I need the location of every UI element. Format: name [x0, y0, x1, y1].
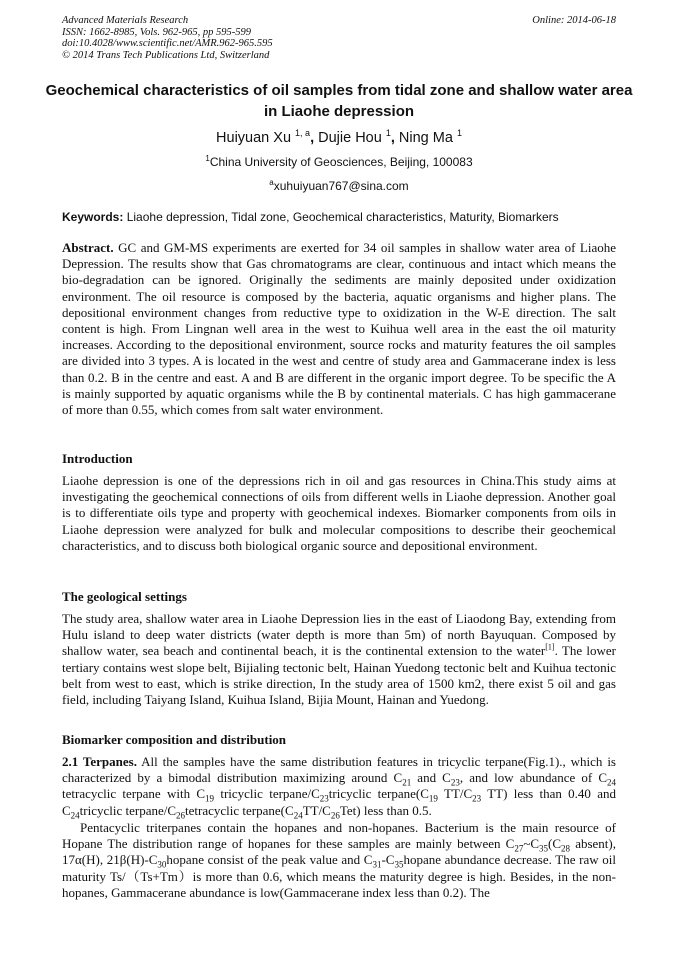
journal-name: Advanced Materials Research	[62, 15, 189, 26]
keywords-text: Liaohe depression, Tidal zone, Geochemical characteristics, Maturity, Biomarkers	[126, 210, 559, 224]
text-run: -C	[381, 852, 395, 868]
email-text: xuhuiyuan767@sina.com	[273, 179, 409, 193]
subscript: 35	[539, 843, 549, 854]
affiliation-mark: 1	[205, 154, 210, 163]
author-list: Huiyuan Xu $^{1, a}$, Dujie Hou $^1$, Ning Ma $^1$	[216, 128, 462, 146]
text-run: TT/C	[437, 786, 473, 802]
text-run: absent), 17α(H), 21β(H)-C	[62, 836, 617, 868]
author-name: Ning Ma	[398, 129, 453, 146]
text-run: tricyclic terpane/C	[214, 786, 320, 802]
pentacyclic-text	[62, 820, 616, 900]
subscript: 24	[70, 810, 80, 821]
abstract-text: GC and GM-MS experiments are exerted for 34 oil samples in shallow water area of Liaohe Depression. The results show that Gas chromatograms are clear, continuous and intact which means the bio-degradation can be ignored. Originally the sediments are mainly deposited under oxidization environment. The oil resource is composed by the bacteria, aquatic organisms and higher plans. The depositional environment changes from reductive type to oxidization in the W-E direction. The salt content is high. From Lingnan well area in the west to Kuihua well area in the east the oil maturity increases. According to the depositional environment, source rocks and maturity features the oil samples are divided into 3 types. A is located in the west and centre of study area and Gammacerane index is less than 0.2. B in the centre and east. A and B are different in the organic import degree. To be specific the A is mainly supported by aquatic organisms while the B by continental materials. C has high gammacerane of more than 0.55, which comes from salt water environment.	[62, 240, 617, 418]
terpanes-paragraph	[62, 754, 616, 819]
text-run: tricyclic terpane(C	[328, 786, 429, 802]
author-affiliation-mark: 1	[456, 128, 462, 138]
text-run: TT) less than 0.40 and C	[62, 786, 616, 818]
geological-heading: The geological settings	[62, 589, 187, 604]
pentacyclic-paragraph	[62, 820, 616, 901]
text-run: (C	[548, 836, 562, 852]
keywords-label: Keywords:	[62, 210, 124, 224]
paper-title: Geochemical characteristics of oil samples from tidal zone and shallow water area in Liaohe depression	[45, 82, 633, 120]
text-run: hopane consist of the peak value and C	[166, 852, 373, 868]
terpanes-text	[62, 754, 616, 821]
subscript: 35	[394, 860, 404, 870]
affiliation	[40, 154, 638, 169]
geological-text-b: . The lower tertiary contains west slope belt, Bijialing tectonic belt, Hainan Yuedong tectonic belt and Kuihua tectonic belt from west to east, which is strike direction, In the study area of 1500 km2, there exist 5 oil and gas field, including Taiyang Island, Kuihua Island, Bijia Mount, Hainan and Yuedong.	[62, 643, 616, 708]
text-run: ~C	[523, 836, 540, 852]
abstract-label: Abstract.	[62, 240, 114, 255]
subscript: 23	[472, 794, 482, 804]
subscript: 26	[176, 810, 186, 821]
biomarker-heading: Biomarker composition and distribution	[62, 732, 287, 747]
text-run: tricyclic terpane/C	[79, 802, 177, 818]
text-run: TT/C	[302, 802, 331, 818]
text-run: Tet) less than 0.5.	[339, 802, 432, 818]
subscript: 27	[514, 843, 524, 854]
abstract	[62, 240, 616, 418]
introduction-heading: Introduction	[62, 451, 133, 466]
copyright-line: © 2014 Trans Tech Publications Ltd, Switzerland	[62, 49, 270, 61]
keywords	[62, 210, 616, 224]
online-date: Online: 2014-06-18	[532, 15, 616, 26]
subscript: 26	[330, 810, 340, 821]
subscript: 19	[205, 794, 215, 804]
text-run: and C	[411, 770, 451, 786]
subscript: 19	[428, 794, 438, 804]
text-run: hopane abundance decrease. The raw oil maturity Ts/（Ts+Tm）is more than 0.6, which means the maturity degree is high. Besides, in the non-hopanes, Gammacerane abundance is low(Gammacerane index less than 0.2). The	[62, 852, 616, 900]
text-run: , and low abundance of C	[459, 770, 607, 786]
subscript: 23	[450, 777, 460, 788]
author-email	[40, 178, 638, 193]
subscript: 30	[157, 860, 167, 870]
doi-line: doi:10.4028/www.scientific.net/AMR.962-965.595	[62, 38, 273, 50]
email-mark: a	[269, 178, 274, 187]
subscript: 21	[402, 777, 412, 788]
geological-text	[62, 611, 616, 708]
text-run: tetracyclic terpane(C	[185, 802, 294, 818]
introduction-text: Liaohe depression is one of the depressions rich in oil and gas resources in China.This study aims at investigating the geochemical connections of oils from different wells in Liaohe depression. Another goal is to differentiate oils type and property with geochemical indexes. Biomarker components from oils in Liaohe depression were analyzed for bulk and molecular compositions to describe their geochemical characteristics, and to discuss both biological organic source and depositional environment.	[62, 473, 616, 553]
author-affiliation-mark: 1, a	[295, 128, 311, 138]
affiliation-text: China University of Geosciences, Beijing, 100083	[209, 155, 473, 169]
geological-text-a: The study area, shallow water area in Liaohe Depression lies in the east of Liaodong Bay, extending from Hulu island to deep water districts (water depth is more than 5m) of north Bayuquan. Composed by shallow water, sea beach and continental beach, it is the continental extension to the water	[62, 611, 616, 659]
subscript: 23	[319, 794, 329, 804]
author-name: Dujie Hou	[318, 129, 382, 146]
subscript: 24	[293, 810, 303, 821]
text-run: tetracyclic terpane with C	[62, 786, 206, 802]
author-name: Huiyuan Xu	[216, 129, 292, 146]
text-run: Pentacyclic triterpanes contain the hopanes and non-hopanes. Bacterium is the main resource of Hopane The distribution range of hopanes for these samples are mainly between C	[62, 820, 616, 852]
issn-line: ISSN: 1662-8985, Vols. 962-965, pp 595-599	[62, 26, 251, 38]
text-run: All the samples have the same distribution features in tricyclic terpane(Fig.1)., which is characterized by a bimodal distribution maximizing around C	[62, 754, 616, 786]
subscript: 24	[606, 777, 616, 788]
terpanes-subheading: 2.1 Terpanes.	[62, 754, 137, 769]
author-affiliation-mark: 1	[385, 128, 391, 138]
citation-ref[interactable]: [1]	[545, 643, 555, 653]
journal-header	[62, 15, 422, 61]
subscript: 28	[561, 843, 571, 854]
subscript: 31	[372, 860, 382, 870]
